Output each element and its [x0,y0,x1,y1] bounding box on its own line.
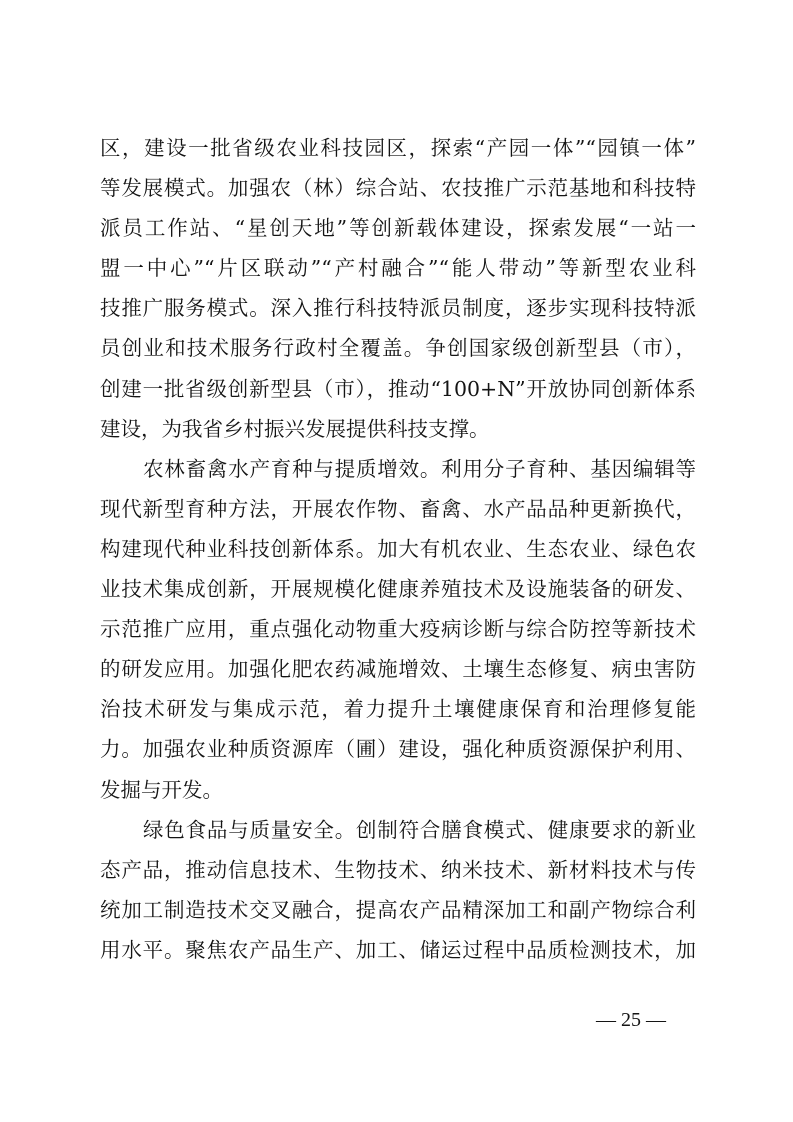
text-line: 区，建设一批省级农业科技园区，探索“产园一体”“园镇一体” [100,136,696,160]
text-line: 派员工作站、“星创天地”等创新载体建设，探索发展“一站一 [100,216,696,241]
paragraph-breeding [100,449,696,810]
text-line: 员创业和技术服务行政村全覆盖。争创国家级创新型县（市）， [100,336,696,361]
text-line: 建设，为我省乡村振兴发展提供科技支撑。 [100,416,490,441]
text-line: 现代新型育种方法，开展农作物、畜禽、水产品品种更新换代， [100,496,696,521]
paragraph-green-food [100,810,696,970]
text-line: 的研发应用。加强化肥农药减施增效、土壤生态修复、病虫害防 [100,657,696,682]
text-line: 等发展模式。加强农（林）综合站、农技推广示范基地和科技特 [100,176,696,201]
text-line: 盟一中心”“片区联动”“产村融合”“能人带动”等新型农业科 [100,256,696,281]
text-line: 用水平。聚焦农产品生产、加工、储运过程中品质检测技术，加 [100,937,696,962]
text-line: 业技术集成创新，开展规模化健康养殖技术及设施装备的研发、 [100,577,696,602]
text-line: 统加工制造技术交叉融合，提高农产品精深加工和副产物综合利 [100,897,696,922]
text-line: 农林畜禽水产育种与提质增效。利用分子育种、基因编辑等 [143,456,696,481]
text-line: 发掘与开发。 [100,777,223,802]
text-line: 力。加强农业种质资源库（圃）建设，强化种质资源保护利用、 [100,737,696,762]
text-line: 绿色食品与质量安全。创制符合膳食模式、健康要求的新业 [143,817,696,842]
paragraph-sci-tech-parks [100,128,696,449]
document-body [100,128,696,970]
text-line: 治技术研发与集成示范，着力提升土壤健康保育和治理修复能 [100,697,696,722]
text-line: 态产品，推动信息技术、生物技术、纳米技术、新材料技术与传 [100,857,696,882]
text-line: 示范推广应用，重点强化动物重大疫病诊断与综合防控等新技术 [100,617,696,642]
text-line: 技推广服务模式。深入推行科技特派员制度，逐步实现科技特派 [100,296,696,321]
page-number: — 25 — [596,1009,666,1031]
text-line: 构建现代种业科技创新体系。加大有机农业、生态农业、绿色农 [100,536,696,561]
text-line: 创建一批省级创新型县（市），推动“100+N”开放协同创新体系 [100,376,696,401]
